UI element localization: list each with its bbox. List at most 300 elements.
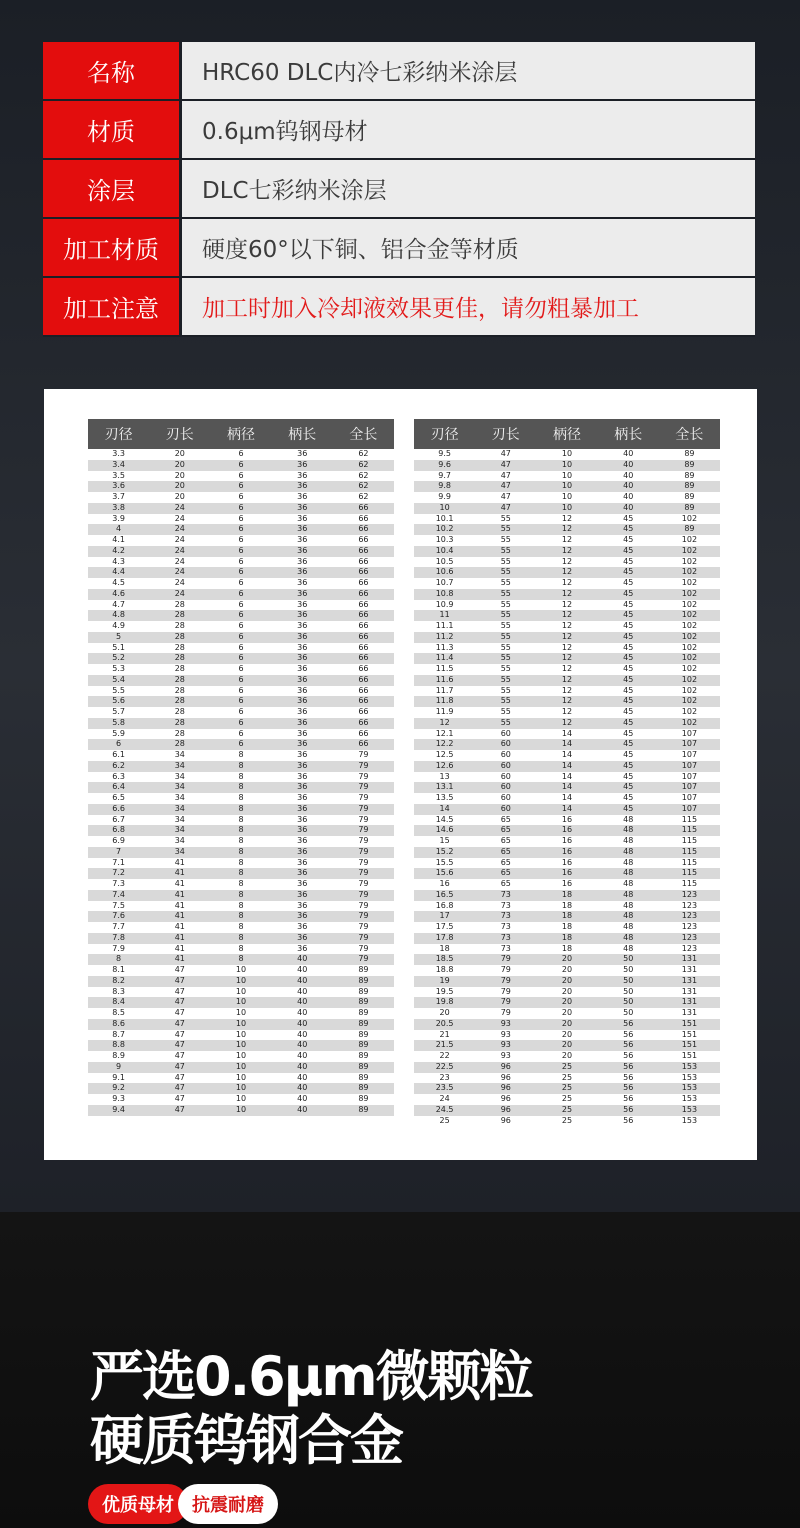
table-cell: 66 [358, 610, 369, 620]
column-header: 刃径 [104, 427, 133, 443]
table-cell: 12 [561, 696, 573, 706]
table-cell: 153 [681, 1115, 698, 1125]
table-row [88, 858, 394, 869]
table-cell: 41 [174, 943, 185, 953]
table-cell: 55 [500, 674, 511, 684]
table-cell: 93 [500, 1029, 511, 1039]
table-cell: 8.7 [112, 1029, 125, 1039]
table-cell: 36 [297, 814, 308, 824]
table-cell: 79 [358, 771, 369, 781]
table-cell: 11.2 [435, 631, 454, 641]
table-cell: 60 [500, 782, 511, 792]
tag-quality-material: 优质母材 [88, 1484, 188, 1524]
table-cell: 60 [500, 803, 511, 813]
table-row [414, 997, 720, 1008]
table-cell: 6 [238, 707, 244, 716]
table-cell: 16 [561, 857, 573, 867]
table-cell: 18 [561, 932, 573, 942]
table-cell: 10 [235, 986, 247, 996]
table-cell: 14 [561, 782, 573, 792]
table-cell: 79 [358, 932, 369, 942]
table-cell: 47 [174, 1051, 185, 1060]
table-cell: 96 [500, 1072, 511, 1082]
table-cell: 153 [681, 1094, 698, 1103]
table-cell: 40 [297, 954, 308, 964]
table-cell: 20 [174, 449, 185, 458]
table-cell: 93 [500, 1018, 511, 1028]
table-cell: 6 [238, 535, 244, 544]
table-cell: 36 [297, 502, 308, 512]
table-cell: 45 [623, 567, 634, 577]
table-cell: 40 [297, 1051, 308, 1060]
table-row [88, 879, 394, 890]
table-cell: 28 [174, 610, 185, 620]
table-cell: 151 [681, 1051, 698, 1060]
table-cell: 62 [358, 470, 369, 480]
table-cell: 28 [174, 696, 185, 706]
table-cell: 131 [681, 997, 698, 1007]
table-cell: 89 [684, 524, 695, 534]
table-cell: 79 [500, 954, 511, 964]
table-cell: 36 [297, 664, 308, 673]
table-row [88, 675, 394, 686]
table-cell: 10 [561, 492, 573, 501]
spec-row [43, 101, 755, 160]
table-cell: 24 [174, 556, 185, 566]
table-cell: 7.7 [112, 922, 125, 931]
table-cell: 79 [500, 965, 511, 974]
table-cell: 123 [681, 900, 698, 910]
table-cell: 56 [623, 1094, 634, 1103]
table-cell: 20 [174, 481, 185, 491]
table-cell: 8 [238, 846, 244, 856]
table-row [88, 1083, 394, 1094]
table-cell: 36 [297, 889, 308, 899]
table-cell: 12 [561, 599, 573, 609]
table-row [414, 976, 720, 987]
table-row [414, 815, 720, 826]
table-cell: 66 [358, 674, 369, 684]
table-cell: 34 [174, 836, 185, 845]
table-cell: 96 [500, 1094, 511, 1103]
table-cell: 151 [681, 1029, 698, 1039]
table-cell: 5.7 [112, 707, 125, 716]
table-cell: 4.5 [112, 578, 125, 587]
table-cell: 73 [500, 922, 511, 931]
table-cell: 10.6 [435, 567, 454, 577]
table-row [88, 976, 394, 987]
table-cell: 115 [681, 836, 698, 845]
table-cell: 20 [561, 1051, 573, 1060]
table-cell: 47 [500, 459, 511, 469]
table-cell: 6.1 [112, 750, 125, 759]
spec-row [43, 219, 755, 278]
table-cell: 28 [174, 642, 185, 652]
table-cell: 40 [623, 502, 634, 512]
table-cell: 8.2 [112, 975, 125, 985]
table-cell: 55 [500, 664, 511, 673]
table-cell: 40 [297, 1104, 308, 1114]
spec-row [43, 42, 755, 101]
table-cell: 102 [681, 664, 698, 673]
table-cell: 19.8 [435, 997, 454, 1007]
table-cell: 102 [681, 513, 698, 523]
table-cell: 153 [681, 1072, 698, 1082]
table-cell: 123 [681, 932, 698, 942]
table-cell: 8 [238, 814, 244, 824]
table-cell: 6 [238, 621, 244, 630]
table-cell: 45 [623, 664, 634, 673]
table-cell: 79 [358, 900, 369, 910]
table-cell: 20 [561, 975, 573, 985]
table-cell: 8 [238, 793, 244, 802]
table-cell: 25 [561, 1072, 573, 1082]
table-cell: 62 [358, 449, 369, 458]
table-cell: 6 [238, 567, 244, 577]
table-cell: 73 [500, 900, 511, 910]
table-cell: 50 [623, 954, 634, 964]
table-cell: 10 [235, 1018, 247, 1028]
table-cell: 36 [297, 653, 308, 663]
table-cell: 45 [623, 782, 634, 792]
table-cell: 12 [561, 610, 573, 620]
table-cell: 55 [500, 631, 511, 641]
table-cell: 10 [561, 502, 573, 512]
table-cell: 10 [561, 449, 573, 458]
table-cell: 14 [561, 803, 573, 813]
table-cell: 25 [561, 1094, 573, 1103]
tag-shock-resistant: 抗震耐磨 [178, 1484, 278, 1524]
table-cell: 107 [681, 793, 698, 802]
table-cell: 55 [500, 524, 511, 534]
table-cell: 66 [358, 664, 369, 673]
table-cell: 55 [500, 707, 511, 716]
table-cell: 55 [500, 685, 511, 695]
table-cell: 45 [623, 642, 634, 652]
table-cell: 14 [561, 750, 573, 759]
table-cell: 47 [174, 1094, 185, 1103]
table-cell: 89 [358, 1029, 369, 1039]
table-cell: 10 [235, 1083, 247, 1093]
table-cell: 66 [358, 588, 369, 598]
table-header [88, 419, 394, 449]
table-cell: 36 [297, 750, 308, 759]
table-cell: 12 [561, 664, 573, 673]
table-row [414, 890, 720, 901]
table-cell: 40 [623, 492, 634, 501]
table-cell: 89 [684, 481, 695, 491]
table-cell: 60 [500, 771, 511, 781]
table-row [414, 1051, 720, 1062]
spec-value: 0.6μm钨钢母材 [182, 101, 755, 158]
table-cell: 36 [297, 588, 308, 598]
table-cell: 153 [681, 1061, 698, 1071]
table-cell: 102 [681, 610, 698, 620]
table-row [88, 933, 394, 944]
table-cell: 79 [358, 889, 369, 899]
table-cell: 14 [439, 803, 450, 813]
table-cell: 50 [623, 986, 634, 996]
table-cell: 25 [561, 1115, 573, 1125]
table-row [414, 1030, 720, 1041]
table-cell: 8 [238, 889, 244, 899]
table-cell: 24.5 [435, 1104, 454, 1114]
table-row [414, 1073, 720, 1084]
table-cell: 25 [439, 1115, 450, 1125]
table-cell: 6 [238, 459, 244, 469]
table-cell: 50 [623, 975, 634, 985]
table-cell: 65 [500, 857, 511, 867]
table-cell: 6.2 [112, 760, 125, 770]
table-cell: 66 [358, 728, 369, 738]
table-cell: 6 [238, 481, 244, 491]
table-cell: 47 [174, 1072, 185, 1082]
table-cell: 65 [500, 846, 511, 856]
table-cell: 45 [623, 513, 634, 523]
table-cell: 40 [297, 1083, 308, 1093]
table-row [414, 664, 720, 675]
table-cell: 36 [297, 685, 308, 695]
table-cell: 79 [358, 836, 369, 845]
table-cell: 45 [623, 771, 634, 781]
table-cell: 34 [174, 771, 185, 781]
table-cell: 48 [623, 911, 634, 921]
table-row [88, 1030, 394, 1041]
table-cell: 5.5 [112, 685, 125, 695]
table-cell: 9.7 [438, 470, 451, 480]
table-cell: 6.7 [112, 814, 125, 824]
table-cell: 40 [297, 1018, 308, 1028]
table-cell: 36 [297, 707, 308, 716]
table-cell: 40 [297, 1072, 308, 1082]
table-cell: 102 [681, 567, 698, 577]
table-cell: 89 [358, 1083, 369, 1093]
table-row [88, 718, 394, 729]
table-row [414, 804, 720, 815]
table-cell: 6 [238, 642, 244, 652]
table-row [414, 557, 720, 568]
table-row [414, 911, 720, 922]
table-cell: 45 [623, 535, 634, 544]
table-cell: 50 [623, 965, 634, 974]
table-cell: 45 [623, 728, 634, 738]
table-row [414, 675, 720, 686]
table-cell: 79 [500, 1008, 511, 1017]
table-cell: 102 [681, 631, 698, 641]
table-cell: 48 [623, 825, 634, 835]
table-cell: 5 [116, 631, 122, 641]
table-row [88, 632, 394, 643]
column-header: 柄径 [227, 427, 255, 443]
table-cell: 8 [238, 825, 244, 835]
table-cell: 55 [500, 588, 511, 598]
table-cell: 55 [500, 578, 511, 587]
table-cell: 34 [174, 803, 185, 813]
table-row [414, 718, 720, 729]
table-cell: 55 [500, 717, 511, 727]
table-cell: 79 [358, 922, 369, 931]
table-cell: 20 [561, 954, 573, 964]
table-cell: 56 [623, 1083, 634, 1093]
table-cell: 107 [681, 782, 698, 792]
table-cell: 45 [623, 674, 634, 684]
table-cell: 47 [174, 1104, 185, 1114]
table-cell: 18 [561, 889, 573, 899]
table-cell: 9.2 [112, 1083, 125, 1093]
table-cell: 123 [681, 922, 698, 931]
table-cell: 16 [561, 836, 573, 845]
table-cell: 10 [235, 1104, 247, 1114]
table-cell: 28 [174, 739, 185, 749]
table-cell: 8 [238, 857, 244, 867]
table-cell: 47 [174, 997, 185, 1007]
table-cell: 56 [623, 1051, 634, 1060]
table-cell: 36 [297, 621, 308, 630]
table-row [88, 653, 394, 664]
table-cell: 47 [174, 1040, 185, 1050]
table-cell: 153 [681, 1104, 698, 1114]
table-cell: 47 [174, 986, 185, 996]
table-cell: 40 [297, 1029, 308, 1039]
table-cell: 73 [500, 889, 511, 899]
table-cell: 56 [623, 1018, 634, 1028]
table-cell: 24 [174, 535, 185, 544]
table-cell: 24 [174, 578, 185, 587]
table-cell: 15.2 [435, 846, 454, 856]
table-cell: 102 [681, 578, 698, 587]
table-cell: 151 [681, 1040, 698, 1050]
table-row [88, 890, 394, 901]
table-cell: 89 [358, 1018, 369, 1028]
table-cell: 14.6 [435, 825, 454, 835]
table-cell: 23 [439, 1072, 450, 1082]
headline [90, 1345, 532, 1473]
table-cell: 47 [174, 1008, 185, 1017]
table-cell: 10.4 [435, 545, 454, 555]
table-cell: 12 [439, 717, 450, 727]
table-cell: 48 [623, 900, 634, 910]
table-cell: 131 [681, 986, 698, 996]
spec-value: 加工时加入冷却液效果更佳，请勿粗暴加工 [182, 278, 755, 335]
table-cell: 9.9 [438, 492, 451, 501]
table-cell: 45 [623, 545, 634, 555]
table-row [414, 460, 720, 471]
table-cell: 7.1 [112, 857, 125, 867]
table-cell: 102 [681, 717, 698, 727]
table-cell: 4.6 [112, 588, 125, 598]
spec-key: 材质 [43, 101, 182, 158]
table-cell: 20 [561, 1029, 573, 1039]
table-cell: 102 [681, 653, 698, 663]
table-cell: 4.3 [112, 556, 125, 566]
table-cell: 9 [116, 1061, 122, 1071]
table-cell: 10 [561, 481, 573, 491]
spec-row [43, 278, 755, 337]
table-cell: 12 [561, 631, 573, 641]
table-row [414, 1116, 720, 1127]
table-cell: 50 [623, 997, 634, 1007]
table-cell: 10 [235, 1008, 247, 1017]
table-cell: 36 [297, 481, 308, 491]
table-cell: 151 [681, 1018, 698, 1028]
table-cell: 45 [623, 599, 634, 609]
table-cell: 6 [238, 599, 244, 609]
table-row [414, 858, 720, 869]
table-row [88, 868, 394, 879]
table-cell: 8 [238, 900, 244, 910]
table-cell: 102 [681, 696, 698, 706]
table-cell: 60 [500, 760, 511, 770]
table-cell: 8 [238, 760, 244, 770]
table-cell: 40 [297, 997, 308, 1007]
table-cell: 102 [681, 556, 698, 566]
table-cell: 107 [681, 760, 698, 770]
table-row [88, 804, 394, 815]
table-cell: 17.8 [435, 932, 454, 942]
table-cell: 48 [623, 836, 634, 845]
table-cell: 8 [238, 932, 244, 942]
table-row [88, 621, 394, 632]
table-row [88, 481, 394, 492]
table-cell: 102 [681, 642, 698, 652]
table-cell: 36 [297, 836, 308, 845]
table-cell: 62 [358, 492, 369, 501]
table-cell: 13 [439, 771, 450, 781]
table-cell: 6 [238, 674, 244, 684]
table-cell: 6 [238, 717, 244, 727]
table-cell: 6.5 [112, 793, 125, 802]
table-cell: 11.4 [435, 653, 454, 663]
table-cell: 40 [297, 986, 308, 996]
table-cell: 25 [561, 1083, 573, 1093]
table-row [88, 997, 394, 1008]
table-cell: 96 [500, 1104, 511, 1114]
table-cell: 11 [439, 610, 450, 620]
table-row [88, 793, 394, 804]
headline-line-2: 硬质钨钢合金 [90, 1409, 402, 1472]
table-row [414, 965, 720, 976]
table-cell: 41 [174, 879, 185, 888]
table-cell: 36 [297, 599, 308, 609]
table-cell: 17 [439, 911, 450, 921]
table-cell: 18 [439, 943, 450, 953]
table-cell: 12 [561, 545, 573, 555]
table-cell: 6 [238, 610, 244, 620]
table-cell: 12.1 [435, 728, 454, 738]
table-cell: 34 [174, 825, 185, 835]
table-cell: 89 [358, 986, 369, 996]
table-cell: 79 [358, 911, 369, 921]
table-cell: 14.5 [435, 814, 454, 824]
table-cell: 89 [684, 470, 695, 480]
table-row [88, 664, 394, 675]
table-cell: 36 [297, 879, 308, 888]
table-cell: 10.5 [435, 556, 454, 566]
table-cell: 8 [238, 954, 244, 964]
table-cell: 56 [623, 1061, 634, 1071]
table-cell: 79 [358, 846, 369, 856]
table-cell: 7.9 [112, 943, 125, 953]
table-cell: 47 [500, 481, 511, 491]
table-cell: 21 [439, 1029, 450, 1039]
table-cell: 79 [358, 857, 369, 867]
spec-key: 涂层 [43, 160, 182, 217]
table-cell: 4.7 [112, 599, 125, 609]
table-cell: 5.3 [112, 664, 125, 673]
table-cell: 89 [358, 965, 369, 974]
table-cell: 66 [358, 502, 369, 512]
table-cell: 73 [500, 943, 511, 953]
